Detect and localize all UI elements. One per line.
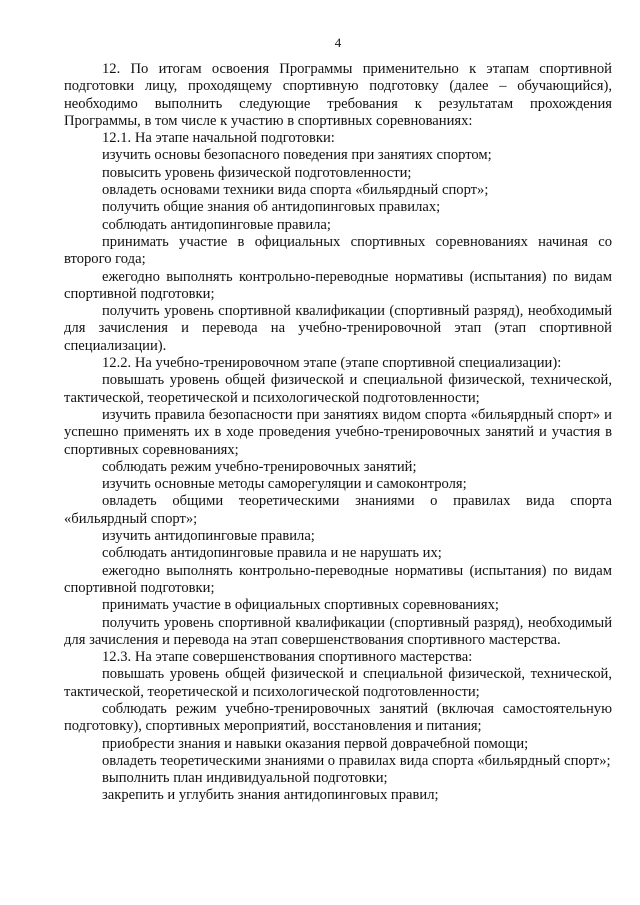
list-item: закрепить и углубить знания антидопинговых правил; (102, 787, 439, 804)
list-item: принимать участие в официальных спортивных соревнованиях; (102, 597, 499, 614)
list-item: овладеть основами техники вида спорта «бильярдный спорт»; (102, 182, 489, 199)
list-item: изучить правила безопасности при занятиях видом спорта «бильярдный спорт» и успешно применять их в ходе проведения учебно-тренировочных занятий и участия в спортивных соревнованиях; (64, 406, 612, 458)
list-item: приобрести знания и навыки оказания первой доврачебной помощи; (102, 735, 529, 752)
page-number: 4 (334, 35, 342, 50)
paragraph-12-intro: 12. По итогам освоения Программы применительно к этапам спортивной подготовки лицу, проходящему спортивную подготовку (далее – обучающийся), необходимо выполнить следующие требования к результатам прохождения Программы, в том числе к участию в спортивных соревнованиях: (64, 61, 612, 129)
list-item: выполнить план индивидуальной подготовки; (102, 770, 388, 787)
list-item: изучить основные методы саморегуляции и самоконтроля; (102, 476, 467, 493)
section-12-1-heading: 12.1. На этапе начальной подготовки: (102, 130, 335, 147)
list-item: ежегодно выполнять контрольно-переводные нормативы (испытания) по видам спортивной подготовки; (64, 268, 612, 302)
list-item: овладеть теоретическими знаниями о правилах вида спорта «бильярдный спорт»; (102, 752, 611, 769)
list-item: повышать уровень общей физической и специальной физической, технической, тактической, теоретической и психологической подготовленности; (64, 666, 612, 700)
list-item: соблюдать антидопинговые правила; (102, 216, 331, 233)
list-item: изучить основы безопасного поведения при занятиях спортом; (102, 147, 492, 164)
list-item: ежегодно выполнять контрольно-переводные нормативы (испытания) по видам спортивной подготовки; (64, 562, 612, 596)
list-item: овладеть общими теоретическими знаниями о правилах вида спорта «бильярдный спорт»; (64, 493, 612, 527)
list-item: принимать участие в официальных спортивных соревнованиях начиная со второго года; (64, 233, 612, 268)
list-item: соблюдать антидопинговые правила и не нарушать их; (102, 545, 442, 562)
list-item: получить общие знания об антидопинговых правилах; (102, 199, 441, 216)
list-item: соблюдать режим учебно-тренировочных занятий; (102, 458, 417, 475)
section-12-2-heading: 12.2. На учебно-тренировочном этапе (этапе спортивной специализации): (102, 355, 562, 372)
list-item: изучить антидопинговые правила; (102, 528, 315, 545)
list-item: повысить уровень физической подготовленности; (102, 164, 412, 181)
list-item: повышать уровень общей физической и специальной физической, технической, тактической, теоретической и психологической подготовленности; (64, 372, 612, 406)
list-item: соблюдать режим учебно-тренировочных занятий (включая самостоятельную подготовку), спортивных мероприятий, восстановления и питания; (64, 700, 612, 735)
section-12-3-heading: 12.3. На этапе совершенствования спортивного мастерства: (102, 649, 473, 666)
list-item: получить уровень спортивной квалификации (спортивный разряд), необходимый для зачисления и перевода на этап совершенствования спортивного мастерства. (64, 614, 612, 648)
list-item: получить уровень спортивной квалификации (спортивный разряд), необходимый для зачисления и перевода на учебно-тренировочной этап (этап спортивной специализации). (64, 303, 612, 354)
